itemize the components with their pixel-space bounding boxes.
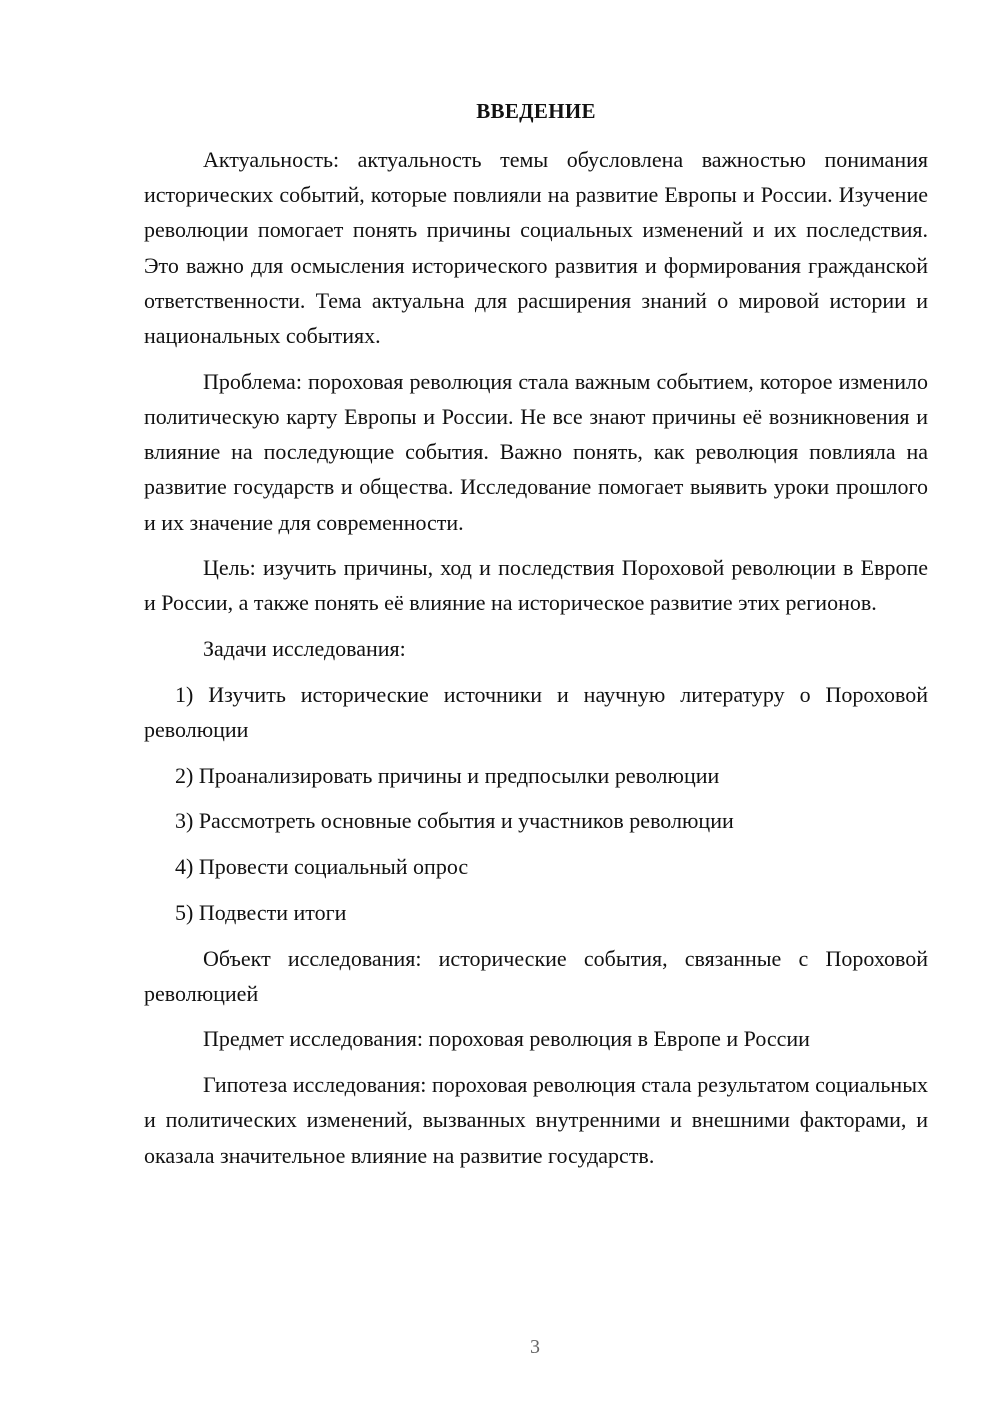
task-item-4: 4) Провести социальный опрос (175, 854, 469, 880)
tasks-heading: Задачи исследования: (203, 636, 406, 662)
object-paragraph: Объект исследования: исторические события, связанные с Пороховой революцией (144, 945, 928, 1006)
section-title: ВВЕДЕНИЕ (476, 99, 596, 123)
page-number: 3 (530, 1336, 540, 1358)
task-item-5: 5) Подвести итоги (175, 899, 347, 925)
task-item-2: 2) Проанализировать причины и предпосылки революции (175, 762, 720, 788)
problem-paragraph: Проблема: пороховая революция стала важным событием, которое изменило политическую карту Европы и России. Не все знают причины её возникновения и влияние на последующие события. Важно понять, как революция повлияла на развитие государств и общества. Исследование помогает выявить уроки прошлого и их значение для современности. (144, 368, 928, 535)
hypothesis-paragraph: Гипотеза исследования: пороховая революция стала результатом социальных и политических изменений, вызванных внутренними и внешними факторами, и оказала значительное влияние на развитие государств. (144, 1072, 928, 1168)
task-item-1: 1) Изучить исторические источники и научную литературу о Пороховой революции (144, 681, 928, 743)
document-page (144, 94, 928, 1183)
relevance-paragraph: Актуальность: актуальность темы обусловлена важностью понимания исторических событий, которые повлияли на развитие Европы и России. Изучение революции помогает понять причины социальных изменений и их последствия. Это важно для осмысления исторического развития и формирования гражданской ответственности. Тема актуальна для расширения знаний о мировой истории и национальных событиях. (144, 147, 928, 349)
goal-paragraph: Цель: изучить причины, ход и последствия Пороховой революции в Европе и России, а также понять её влияние на историческое развитие этих регионов. (144, 555, 928, 616)
tasks-list (144, 677, 928, 930)
task-item-3: 3) Рассмотреть основные события и участников революции (175, 808, 734, 834)
subject-paragraph: Предмет исследования: пороховая революция в Европе и России (203, 1026, 810, 1052)
